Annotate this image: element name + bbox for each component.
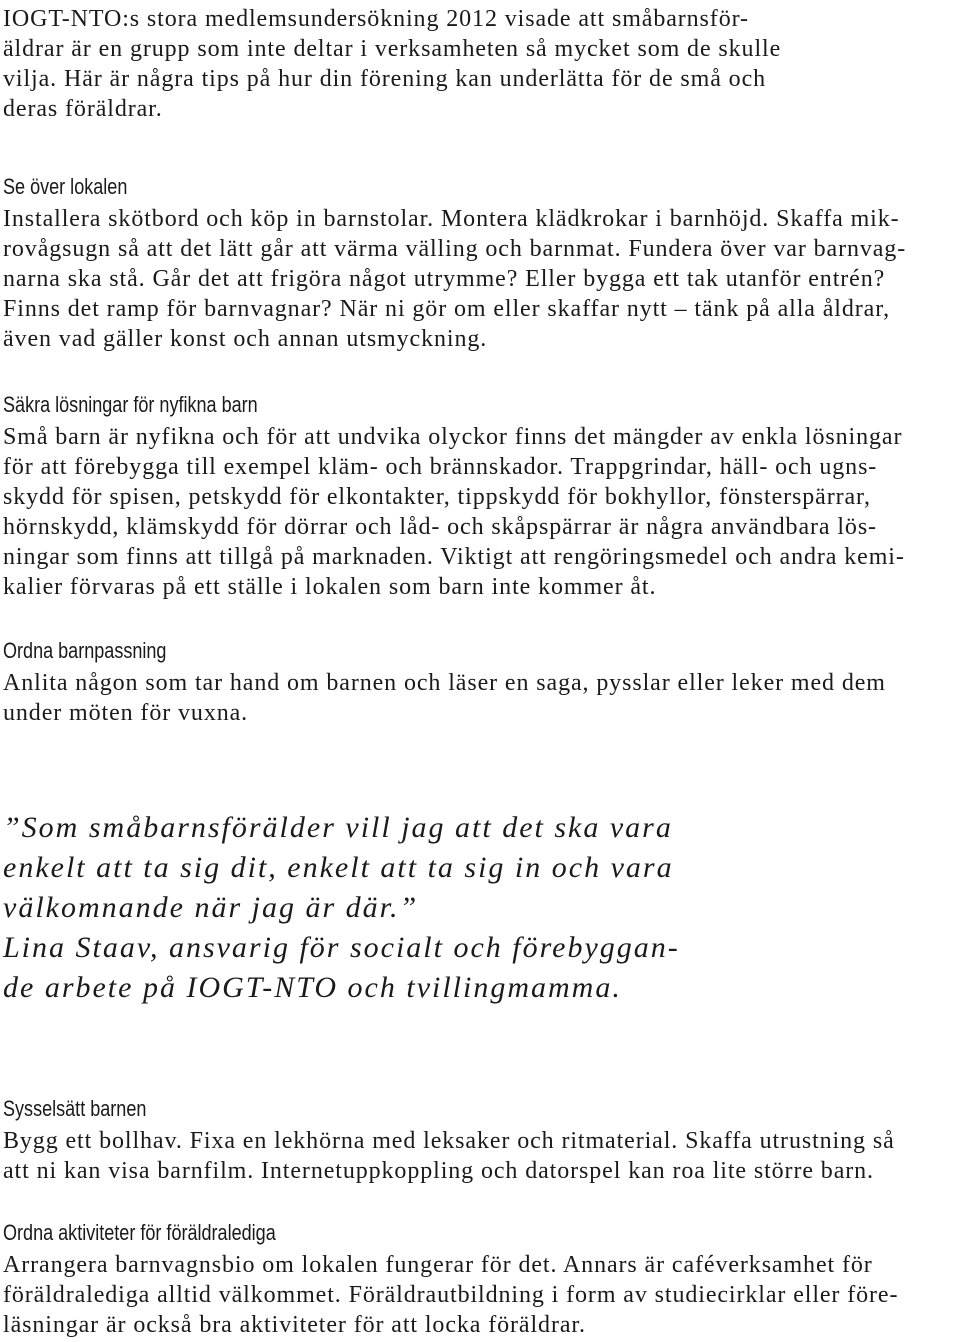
body-line: rovågsugn så att det lätt går att värma välling och barnmat. Fundera över var barnvag- bbox=[3, 236, 907, 262]
section-sysselsatt-barnen bbox=[3, 1094, 895, 1186]
body-line: narna ska stå. Går det att frigöra något utrymme? Eller bygga ett tak utanför entrén? bbox=[3, 266, 886, 292]
quote-attribution: de arbete på IOGT-NTO och tvillingmamma. bbox=[3, 971, 622, 1004]
intro-line: IOGT-NTO:s stora medlemsundersökning 2012 visade att småbarnsför- bbox=[3, 6, 749, 32]
intro-line: deras föräldrar. bbox=[3, 96, 163, 122]
pull-quote bbox=[3, 808, 680, 1008]
body-line: för att förebygga till exempel kläm- och brännskador. Trappgrindar, häll- och ugns- bbox=[3, 454, 878, 480]
body-line: Arrangera barnvagnsbio om lokalen fungerar för det. Annars är caféverksamhet för bbox=[3, 1252, 873, 1278]
body-line: föräldralediga alltid välkommet. Föräldrautbildning i form av studiecirklar eller före- bbox=[3, 1282, 899, 1308]
section-heading: Ordna barnpassning bbox=[3, 638, 167, 663]
quote-line: enkelt att ta sig dit, enkelt att ta sig in och vara bbox=[3, 851, 674, 884]
section-heading: Se över lokalen bbox=[3, 174, 128, 199]
body-line: kalier förvaras på ett ställe i lokalen som barn inte kommer åt. bbox=[3, 574, 657, 600]
body-line: Installera skötbord och köp in barnstolar. Montera klädkrokar i barnhöjd. Skaffa mik- bbox=[3, 206, 900, 232]
intro-paragraph bbox=[3, 4, 781, 124]
body-line: Små barn är nyfikna och för att undvika olyckor finns det mängder av enkla lösningar bbox=[3, 424, 903, 450]
body-line: även vad gäller konst och annan utsmyckning. bbox=[3, 326, 488, 352]
quote-line: välkomnande när jag är där.” bbox=[3, 891, 419, 924]
intro-line: äldrar är en grupp som inte deltar i verksamheten så mycket som de skulle bbox=[3, 36, 782, 62]
section-se-over-lokalen bbox=[3, 172, 906, 354]
section-sakra-losningar bbox=[3, 390, 905, 602]
section-heading: Säkra lösningar för nyfikna barn bbox=[3, 392, 258, 417]
section-heading: Ordna aktiviteter för föräldralediga bbox=[3, 1220, 276, 1245]
section-ordna-aktiviteter bbox=[3, 1218, 898, 1340]
body-line: att ni kan visa barnfilm. Internetuppkoppling och datorspel kan roa lite större barn. bbox=[3, 1158, 874, 1184]
body-line: Anlita någon som tar hand om barnen och läser en saga, pysslar eller leker med dem bbox=[3, 670, 886, 696]
body-line: skydd för spisen, petskydd för elkontakter, tippskydd för bokhyllor, fönsterspärrar, bbox=[3, 484, 871, 510]
quote-line: ”Som småbarnsförälder vill jag att det ska vara bbox=[3, 811, 673, 844]
section-ordna-barnpassning bbox=[3, 636, 886, 728]
body-line: Bygg ett bollhav. Fixa en lekhörna med leksaker och ritmaterial. Skaffa utrustning så bbox=[3, 1128, 895, 1154]
body-line: ningar som finns att tillgå på marknaden. Viktigt att rengöringsmedel och andra kemi- bbox=[3, 544, 905, 570]
body-line: under möten för vuxna. bbox=[3, 700, 249, 726]
quote-attribution: Lina Staav, ansvarig för socialt och förebyggan- bbox=[3, 931, 680, 964]
body-line: Finns det ramp för barnvagnar? När ni gör om eller skaffar nytt – tänk på alla åldrar, bbox=[3, 296, 891, 322]
body-line: hörnskydd, klämskydd för dörrar och låd- och skåpspärrar är några användbara lös- bbox=[3, 514, 877, 540]
section-heading: Sysselsätt barnen bbox=[3, 1096, 147, 1121]
body-line: läsningar är också bra aktiviteter för att locka föräldrar. bbox=[3, 1312, 586, 1338]
intro-line: vilja. Här är några tips på hur din förening kan underlätta för de små och bbox=[3, 66, 767, 92]
